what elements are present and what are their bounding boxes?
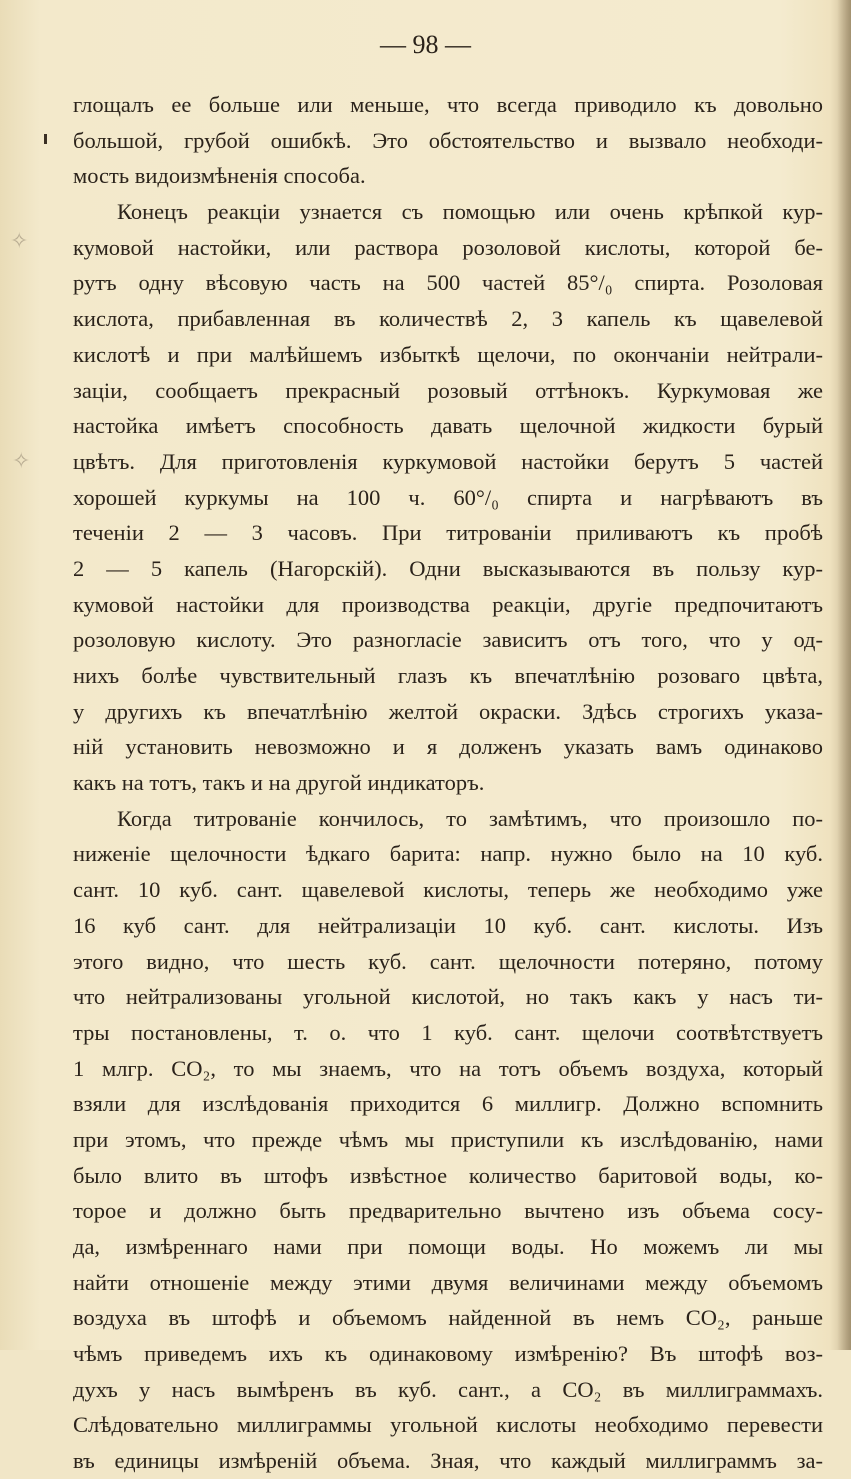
text-line: ній установить невозможно и я долженъ указать вамъ одинаково: [73, 734, 823, 760]
text-line: кумовой настойки для производства реакціи, другіе предпочитаютъ: [73, 591, 823, 617]
body-text: [73, 87, 823, 1479]
text-line: глощалъ ее больше или меньше, что всегда приводило къ довольно: [73, 92, 823, 117]
text-line: большой, грубой ошибкѣ. Это обстоятельство и вызвало необходи-: [73, 127, 823, 153]
text-line: торое и должно быть предварительно вычтено изъ объема сосу-: [73, 1198, 823, 1224]
text-line: мость видоизмѣненія способа.: [73, 163, 366, 189]
margin-pencil-mark: ✧: [12, 448, 31, 473]
text-line: тры постановлены, т. о. что 1 куб. сант. щелочи соотвѣтствуетъ: [73, 1019, 823, 1045]
text-line: сант. 10 куб. сант. щавелевой кислоты, теперь же необходимо уже: [73, 877, 823, 903]
text-line: теченіи 2 — 3 часовъ. При титрованіи приливаютъ къ пробѣ: [73, 520, 823, 546]
text-line: хорошей куркумы на 100 ч. 60°/₀ спирта и нагрѣваютъ въ: [73, 484, 823, 510]
text-line: кислота, прибавленная въ количествѣ 2, 3 капель къ щавелевой: [73, 306, 823, 332]
text-line: цвѣтъ. Для приготовленія куркумовой настойки берутъ 5 частей: [73, 448, 823, 474]
text-line: взяли для изслѣдованія приходится 6 миллигр. Должно вспомнить: [73, 1091, 823, 1117]
text-line: розоловую кислоту. Это разногласіе зависитъ отъ того, что у од-: [73, 627, 823, 653]
text-line: Конецъ реакціи узнается съ помощью или очень крѣпкой кур-: [117, 199, 823, 225]
text-line: какъ на тотъ, такъ и на другой индикаторъ.: [73, 770, 485, 796]
text-line: найти отношеніе между этими двумя величинами между объемомъ: [73, 1269, 823, 1295]
text-line: въ единицы измѣреній объема. Зная, что каждый миллиграммъ за-: [73, 1448, 823, 1474]
ink-tick-mark: [44, 134, 47, 144]
page-number: — 98 —: [380, 30, 471, 59]
text-line: у другихъ къ впечатлѣнію желтой окраски. Здѣсь строгихъ указа-: [73, 698, 823, 724]
text-line: 16 куб сант. для нейтрализаціи 10 куб. сант. кислоты. Изъ: [73, 912, 823, 938]
text-line: ниженіе щелочности ѣдкаго барита: напр. нужно было на 10 куб.: [73, 841, 823, 867]
text-line: этого видно, что шесть куб. сант. щелочности потеряно, потому: [73, 948, 823, 974]
text-line: духъ у насъ вымѣренъ въ куб. сант., а CO₂ въ миллиграммахъ.: [73, 1376, 823, 1402]
text-line: 2 — 5 капель (Нагорскій). Одни высказываются въ пользу кур-: [73, 555, 823, 581]
text-line: Слѣдовательно миллиграммы угольной кислоты необходимо перевести: [73, 1412, 823, 1438]
text-line: заціи, сообщаетъ прекрасный розовый оттѣнокъ. Куркумовая же: [73, 377, 823, 403]
text-line: настойка имѣетъ способность давать щелочной жидкости бурый: [73, 413, 823, 439]
text-line: 1 млгр. CO₂, то мы знаемъ, что на тотъ объемъ воздуха, который: [73, 1055, 823, 1081]
text-line: при этомъ, что прежде чѣмъ мы приступили къ изслѣдованію, нами: [73, 1126, 823, 1152]
text-line: Когда титрованіе кончилось, то замѣтимъ, что произошло по-: [117, 805, 823, 831]
margin-pencil-mark: ✧: [10, 228, 29, 253]
text-line: чѣмъ приведемъ ихъ къ одинаковому измѣренію? Въ штофѣ воз-: [73, 1341, 823, 1367]
text-line: нихъ болѣе чувствительный глазъ къ впечатлѣнію розоваго цвѣта,: [73, 663, 823, 688]
text-line: было влито въ штофъ извѣстное количество баритовой воды, ко-: [73, 1162, 823, 1188]
text-line: да, измѣреннаго нами при помощи воды. Но можемъ ли мы: [73, 1234, 823, 1259]
text-line: воздуха въ штофѣ и объемомъ найденной въ немъ CO₂, раньше: [73, 1305, 823, 1331]
text-line: кислотѣ и при малѣйшемъ избыткѣ щелочи, по окончаніи нейтрали-: [73, 341, 823, 367]
page-edge-shadow: [837, 0, 851, 1350]
text-line: рутъ одну вѣсовую часть на 500 частей 85°/₀ спирта. Розоловая: [73, 270, 823, 296]
text-line: что нейтрализованы угольной кислотой, но такъ какъ у насъ ти-: [73, 984, 823, 1010]
text-line: кумовой настойки, или раствора розоловой кислоты, которой бе-: [73, 234, 823, 260]
